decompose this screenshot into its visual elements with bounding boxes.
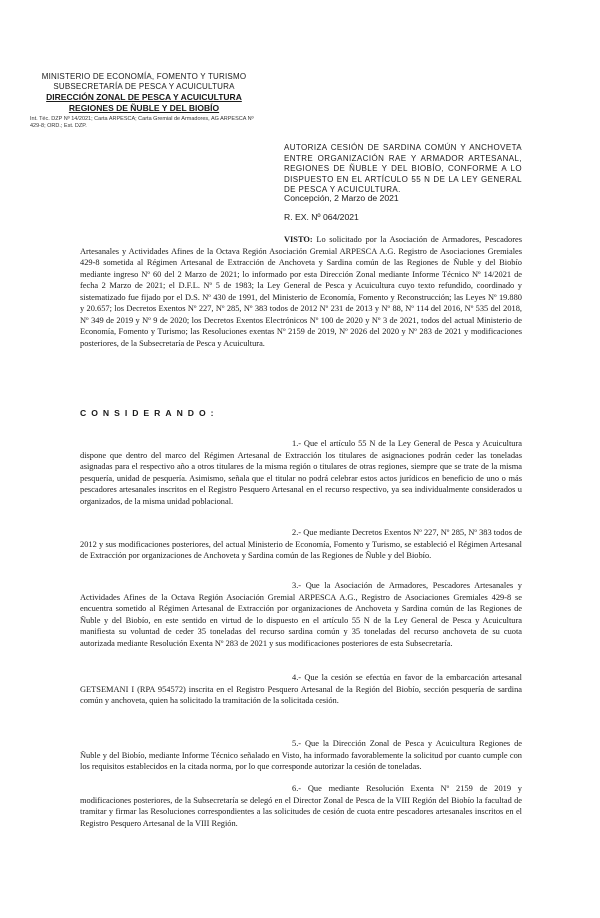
considerando-paragraph-5: 5.- Que la Dirección Zonal de Pesca y Acuicultura Regiones de Ñuble y del Biobío, mediante Informe Técnico señalado en Visto, ha informado favorablemente la solicitud por cuanto cumple con los requisitos establecidos en la citada norma, por lo que corresponde autorizar la cesión de toneladas. xyxy=(80,739,522,771)
resolution-number: R. EX. Nº 064/2021 xyxy=(284,212,359,222)
resolution-title: AUTORIZA CESIÓN DE SARDINA COMÚN Y ANCHOVETA ENTRE ORGANIZACIÓN RAE Y ARMADOR ARTESANAL, REGIONES DE ÑUBLE Y DEL BIOBÍO, CONFORME A LO DISPUESTO EN EL ARTÍCULO 55 N DE LA LEY GENERAL DE PESCA Y ACUICULTURA. xyxy=(284,143,522,194)
zonal-direction-line: DIRECCIÓN ZONAL DE PESCA Y ACUICULTURA xyxy=(46,92,242,102)
top-stamp xyxy=(480,2,590,8)
considerando-paragraph-1: 1.- Que el artículo 55 N de la Ley General de Pesca y Acuicultura dispone que dentro del marco del Régimen Artesanal de Extracción los titulares de asignaciones podrán ceder las toneladas asignadas para el respectivo año a otros titulares de la misma región o titulares de otras regiones, siempre que se trate de la misma pesquería, unidad de pesquería. Asimismo, señala que el titular no podrá celebrar estos actos jurídicos en beneficio de uno o más pescadores artesanales inscritos en el Registro Pesquero Artesanal en el recurso respectivo, ya sea individualmente considerados u organizados, de la misma unidad poblacional. xyxy=(80,439,522,506)
considerando-paragraph-2: 2.- Que mediante Decretos Exentos Nº 227, Nº 285, Nº 383 todos de 2012 y sus modificaciones posteriores, del actual Ministerio de Economía, Fomento y Turismo, se estableció el Régimen Artesanal de Extracción por organizaciones de Anchoveta y Sardina común de las Regiones de Ñuble y del Biobío. xyxy=(80,528,522,560)
visto-paragraph xyxy=(80,234,522,349)
reference-note: Int. Téc. DZP Nº 14/2021; Carta ARPESCA; Carta Gremial de Armadores, AG ARPESCA Nº 429-8; ORD.; Est. DZP. xyxy=(30,116,254,129)
ministry-line: MINISTERIO DE ECONOMÍA, FOMENTO Y TURISMO xyxy=(41,72,247,81)
place-date: Concepción, 2 Marzo de 2021 xyxy=(284,193,399,203)
subsecretary-line: SUBSECRETARÍA DE PESCA Y ACUICULTURA xyxy=(53,82,235,91)
considerando-paragraph-3: 3.- Que la Asociación de Armadores, Pescadores Artesanales y Actividades Afines de la Octava Región Asociación Gremial ARPESCA A.G., Registro de Asociaciones Gremiales 429-8 se encuentra sometido al Régimen Artesanal de Extracción por organizaciones de Anchoveta y Sardina común de las Regiones de Ñuble y del Biobío, en este sentido en virtud de lo dispuesto en el artículo 55 N de la Ley General de Pesca y Acuicultura manifiesta su voluntad de ceder 35 toneladas del recurso sardina común y 35 toneladas del recurso anchoveta de su cuota autorizada mediante Resolución Exenta Nº 283 de 2021 y sus modificaciones posteriores de esta Subsecretaría. xyxy=(80,581,522,648)
letterhead xyxy=(30,72,258,130)
visto-text: Lo solicitado por la Asociación de Armadores, Pescadores Artesanales y Actividades Afines de la Octava Región Asociación Gremial ARPESCA A.G. Registro de Asociaciones Gremiales 429-8 sometida al Régimen Artesanal de Extracción de Anchoveta y Sardina común de las Regiones de Ñuble y del Biobío mediante ingreso Nº 60 del 2 Marzo de 2021; lo informado por esta Dirección Zonal mediante Informe Técnico Nº 14/2021 de fecha 2 Marzo de 2021; el D.F.L. Nº 5 de 1983; la Ley General de Pesca y Acuicultura cuyo texto refundido, coordinado y sistematizado fue fijado por el D.S. Nº 430 de 1991, del Ministerio de Economía, Fomento y Reconstrucción; las Leyes Nº 19.880 y 20.657; los Decretos Exentos Nº 227, Nº 285, Nº 383 todos de 2012 Nº 231 de 2013 y Nº 88, Nº 114 del 2016, Nº 535 del 2018, Nº 349 de 2019 y Nº 9 de 2020; los Decretos Exentos Electrónicos Nº 100 de 2020 y Nº 3 de 2021, todos del actual Ministerio de Economía, Fomento y Turismo; las Resoluciones exentas Nº 2159 de 2019, Nº 2026 del 2020 y Nº 283 de 2021 y modificaciones posteriores, de la Subsecretaría de Pesca y Acuicultura. xyxy=(80,235,523,348)
considerando-paragraph-4: 4.- Que la cesión se efectúa en favor de la embarcación artesanal GETSEMANI I (RPA 954572) inscrita en el Registro Pesquero Artesanal de la Región del Biobío, sección pesquería de sardina común y anchoveta, quien ha solicitado la tramitación de la solicitada cesión. xyxy=(80,673,522,705)
visto-label: VISTO: xyxy=(284,235,313,244)
regions-line: REGIONES DE ÑUBLE Y DEL BIOBÍO xyxy=(68,103,220,113)
considerando-paragraph-6: 6.- Que mediante Resolución Exenta Nº 2159 de 2019 y modificaciones posteriores, de la Subsecretaría se delegó en el Director Zonal de Pesca de la VIII Región del Biobío la facultad de tramitar y firmar las Resoluciones correspondientes a las solicitudes de cesión de cuota entre pescadores artesanales inscritos en el Registro Pesquero Artesanal de la VIII Región. xyxy=(80,784,522,828)
considerando-heading: CONSIDERANDO: xyxy=(80,408,219,418)
